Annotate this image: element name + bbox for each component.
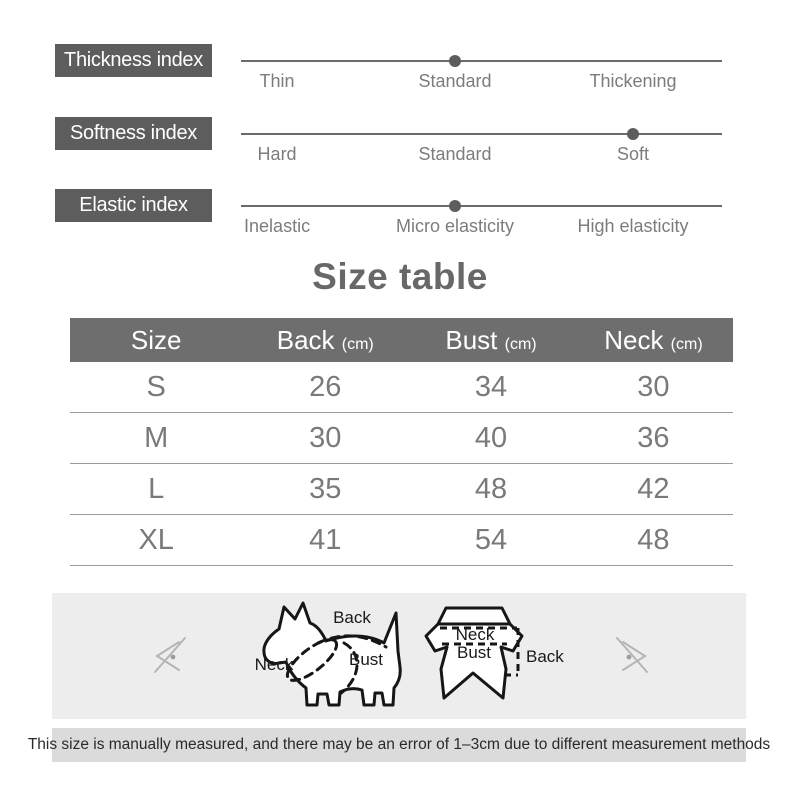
measurement-diagram <box>52 593 746 719</box>
cell-neck: 48 <box>637 523 670 556</box>
column-header-neck: Neck (cm) <box>604 324 703 355</box>
garment-neck-label: Neck <box>455 625 495 644</box>
cell-back: 26 <box>309 370 342 403</box>
column-unit: (cm) <box>504 335 537 353</box>
cell-neck: 36 <box>637 421 670 454</box>
column-unit: (cm) <box>670 335 703 353</box>
table-row-m <box>70 413 733 464</box>
slider-option: Inelastic <box>244 216 311 236</box>
column-unit: (cm) <box>341 335 374 353</box>
index-label-softness: Softness index <box>55 117 212 150</box>
slider-option: Standard <box>418 143 492 164</box>
index-label-elastic: Elastic index <box>55 189 212 222</box>
cell-size: XL <box>138 523 174 556</box>
cell-size: S <box>146 370 166 403</box>
slider-dot <box>449 200 461 212</box>
slider-options <box>241 144 722 170</box>
slider-option: Micro elasticity <box>396 216 515 236</box>
index-row-softness <box>0 117 800 190</box>
column-header-bust: Bust (cm) <box>445 324 537 355</box>
index-label-thickness: Thickness index <box>55 44 212 77</box>
index-row-thickness <box>0 44 800 117</box>
column-header-size: Size <box>130 324 182 355</box>
dog-back-label: Back <box>333 608 371 627</box>
cell-bust: 40 <box>474 421 508 454</box>
cell-back: 35 <box>309 472 342 505</box>
size-table <box>70 318 733 566</box>
slider-option: Thickening <box>589 71 677 91</box>
cell-bust: 34 <box>474 370 508 403</box>
slider-track <box>241 60 722 62</box>
footer-note-bar <box>27 728 771 762</box>
slider-dot <box>449 55 461 67</box>
slider-track <box>241 133 722 135</box>
table-row-s <box>70 362 733 413</box>
column-header-back: Back (cm) <box>276 324 374 355</box>
cell-neck: 30 <box>637 370 670 403</box>
slider-option: Hard <box>257 143 297 164</box>
decorative-chevron-left-icon <box>148 633 192 677</box>
cell-size: M <box>144 421 169 454</box>
table-row-l <box>70 464 733 515</box>
cell-back: 41 <box>309 523 342 556</box>
cell-size: L <box>148 472 165 505</box>
cell-back: 30 <box>309 421 342 454</box>
slider-option: Soft <box>616 143 650 164</box>
slider-option: Thin <box>259 71 295 91</box>
slider-option: High elasticity <box>577 216 689 236</box>
size-table-title: Size table <box>312 256 488 297</box>
dog-bust-label: Bust <box>348 650 384 669</box>
index-section <box>0 44 800 262</box>
slider-track <box>241 205 722 207</box>
garment-measurement-diagram <box>424 598 574 712</box>
footer-note-text: This size is manually measured, and there may be an error of 1–3cm due to different measurement methods <box>27 736 771 753</box>
dog-measurement-diagram <box>248 597 420 713</box>
dog-neck-label: Neck <box>254 655 294 674</box>
slider-dot <box>627 128 639 140</box>
table-row-xl <box>70 515 733 566</box>
index-slider-elastic <box>241 189 722 259</box>
size-table-header <box>70 318 733 362</box>
index-slider-softness <box>241 117 722 187</box>
slider-options <box>241 216 722 242</box>
garment-back-label: Back <box>526 647 564 666</box>
index-slider-thickness <box>241 44 722 114</box>
size-table-body <box>70 362 733 566</box>
cell-neck: 42 <box>637 472 670 505</box>
cell-bust: 48 <box>474 472 508 505</box>
index-row-elastic <box>0 189 800 262</box>
decorative-chevron-right-icon <box>610 633 654 677</box>
slider-options <box>241 71 722 97</box>
cell-bust: 54 <box>474 523 508 556</box>
garment-bust-label: Bust <box>456 643 492 662</box>
slider-option: Standard <box>418 71 492 91</box>
